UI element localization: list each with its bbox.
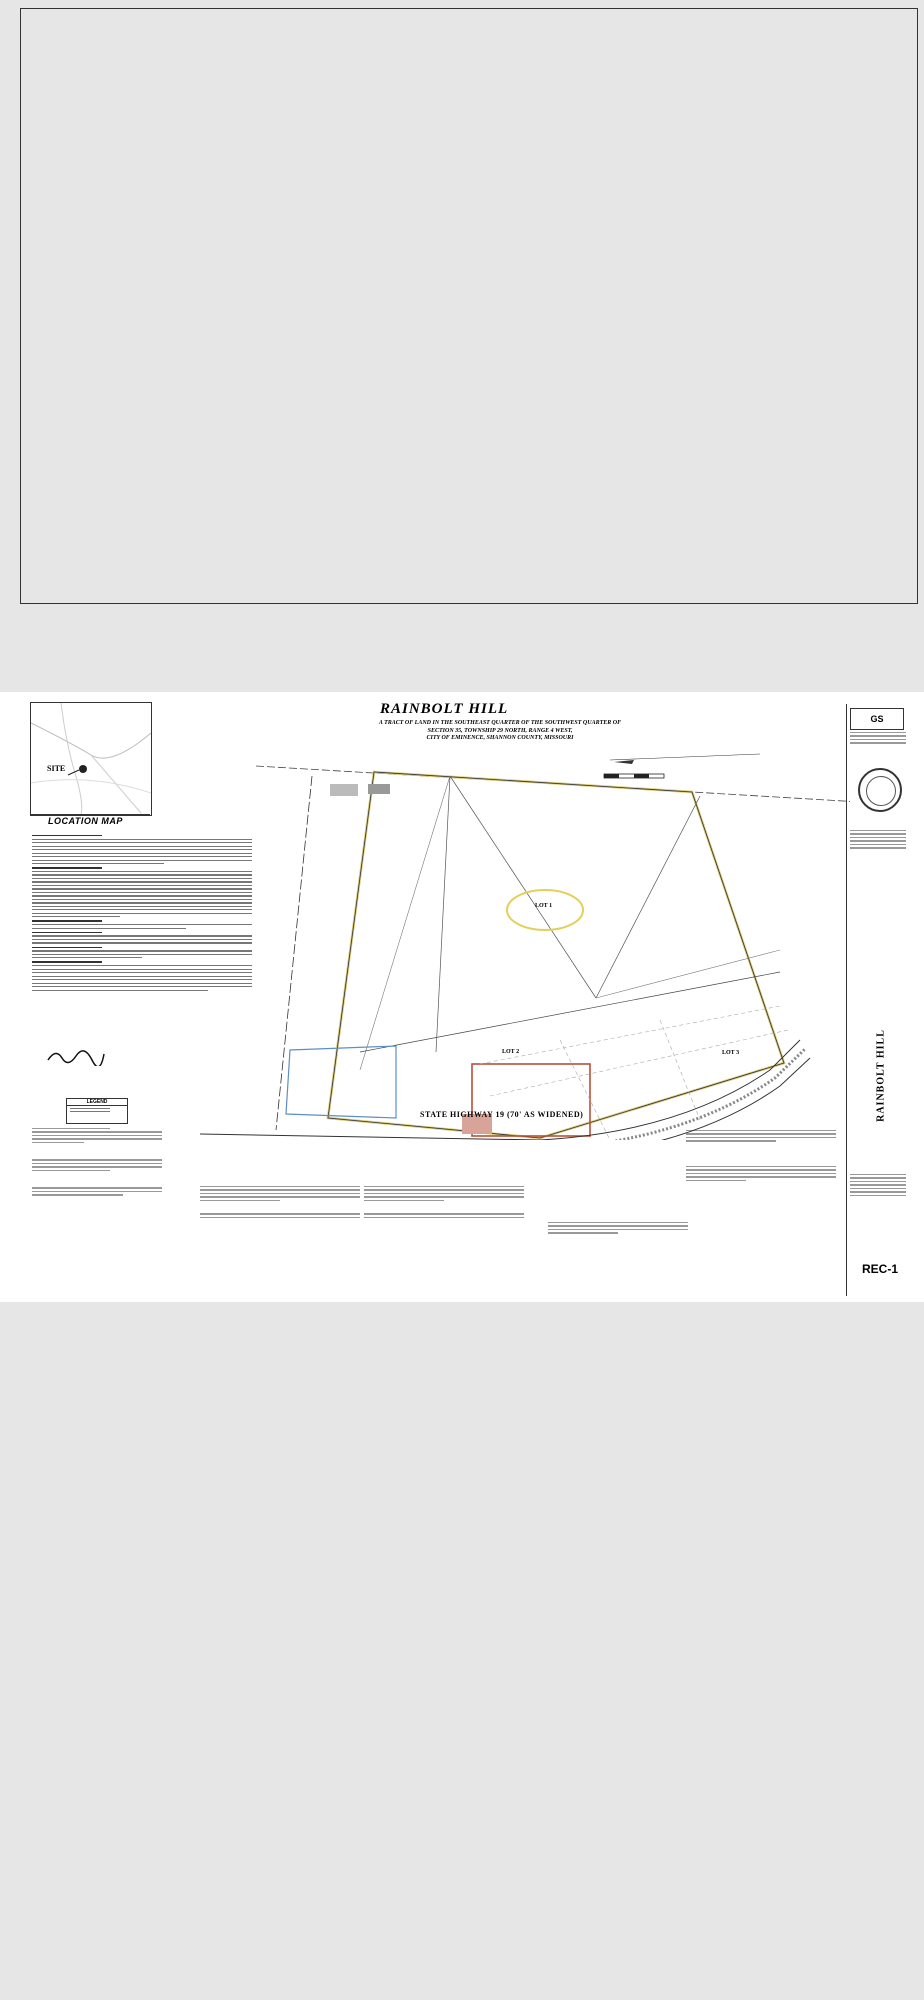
site-marker-icon bbox=[79, 765, 87, 773]
sheet-number: REC-1 bbox=[861, 1262, 898, 1276]
lot-2-label: LOT 2 bbox=[502, 1049, 520, 1055]
subtitle-line: A TRACT OF LAND IN THE SOUTHEAST QUARTER OF THE SOUTHWEST QUARTER OF bbox=[378, 720, 622, 726]
title-block-project-name bbox=[846, 1029, 914, 1122]
sheet-border bbox=[20, 8, 918, 604]
firm-info-lines bbox=[850, 732, 906, 746]
city-certificate-block bbox=[548, 1222, 688, 1236]
lot-1-label: LOT 1 bbox=[535, 903, 553, 909]
plat-title: RAINBOLT HILL bbox=[380, 701, 509, 717]
subtitle-line: SECTION 35, TOWNSHIP 29 NORTH, RANGE 4 WEST, bbox=[427, 727, 573, 734]
owner-certificate-tract-2 bbox=[200, 1186, 360, 1220]
plat-drawing bbox=[160, 740, 850, 1140]
location-map-roads bbox=[31, 703, 151, 815]
highway-label: STATE HIGHWAY 19 (70' AS WIDENED) bbox=[420, 1110, 584, 1119]
site-label: SITE bbox=[47, 764, 66, 773]
signature-mark bbox=[46, 1048, 106, 1066]
project-info-lines bbox=[850, 1174, 906, 1198]
owner-certificate-block bbox=[32, 1128, 162, 1198]
surveyor-signature bbox=[46, 1048, 106, 1069]
acknowledgement-block bbox=[364, 1186, 524, 1220]
project-name-text: RAINBOLT HILL bbox=[875, 1029, 887, 1122]
legend-box bbox=[66, 1098, 128, 1124]
revisions-table bbox=[850, 830, 906, 851]
location-map-label: LOCATION MAP bbox=[30, 814, 150, 826]
surveyor-seal-icon bbox=[858, 768, 902, 812]
subtitle-line: CITY OF EMINENCE, SHANNON COUNTY, MISSOURI bbox=[426, 735, 574, 741]
legend-title: LEGEND bbox=[67, 1099, 127, 1106]
lot-3-label: LOT 3 bbox=[722, 1050, 740, 1056]
firm-logo: GS bbox=[850, 708, 904, 730]
location-map bbox=[30, 702, 152, 816]
